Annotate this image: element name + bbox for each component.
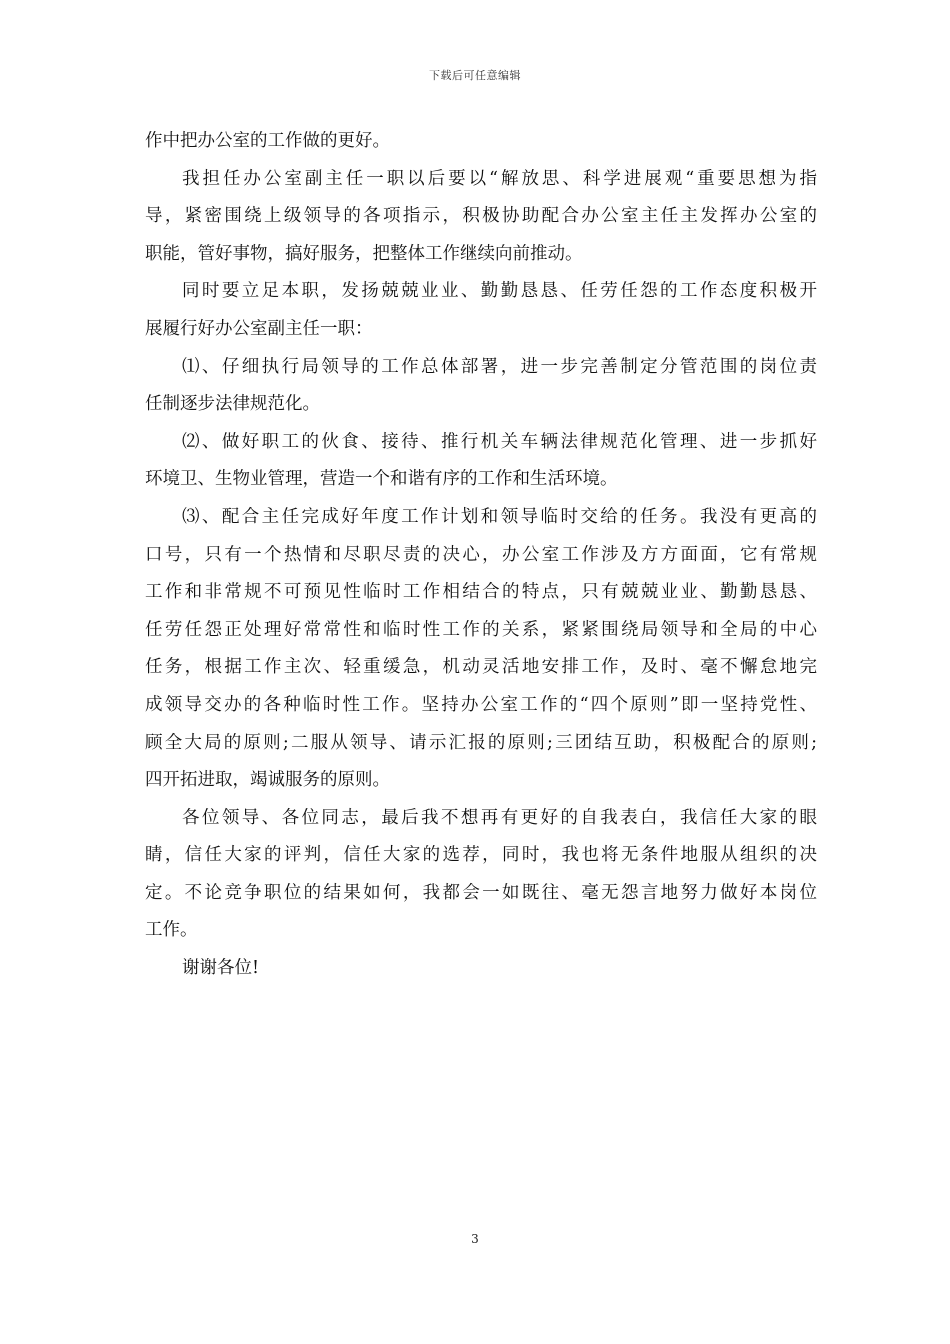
body-line: 四开拓进取，竭诚服务的原则。	[145, 770, 390, 791]
body-line: 任制逐步法律规范化。	[145, 394, 320, 415]
paragraph-first-line: 各位领导、各位同志，最后我不想再有更好的自我表白，我信任大家的眼	[182, 807, 817, 828]
body-line: 定。不论竞争职位的结果如何，我都会一如既往、毫无怨言地努力做好本岗位	[145, 882, 817, 903]
body-line: 职能，管好事物，搞好服务，把整体工作继续向前推动。	[145, 243, 583, 264]
body-line: 工作。	[145, 920, 198, 941]
document-body	[145, 123, 817, 988]
body-line: 展履行好办公室副主任一职：	[145, 318, 373, 339]
body-line: 口号，只有一个热情和尽职尽责的决心，办公室工作涉及方方面面，它有常规	[145, 544, 817, 565]
body-line: 作中把办公室的工作做的更好。	[145, 131, 390, 151]
body-line: 顾全大局的原则;二服从领导、请示汇报的原则;三团结互助，积极配合的原则;	[145, 732, 817, 753]
body-line: 成领导交办的各种临时性工作。坚持办公室工作的“四个原则”即一坚持党性、	[145, 694, 817, 715]
body-line: 环境卫、生物业管理，营造一个和谐有序的工作和生活环境。	[145, 469, 618, 490]
body-line: 睛，信任大家的评判，信任大家的选荐，同时，我也将无条件地服从组织的决	[145, 845, 817, 866]
header-note: 下载后可任意编辑	[429, 69, 521, 82]
body-line: 工作和非常规不可预见性临时工作相结合的特点，只有兢兢业业、勤勤恳恳、	[145, 582, 817, 603]
paragraph-first-line: 同时要立足本职，发扬兢兢业业、勤勤恳恳、任劳任怨的工作态度积极开	[182, 281, 817, 302]
body-line: 任务，根据工作主次、轻重缓急，机动灵活地安排工作，及时、毫不懈怠地完	[145, 657, 817, 678]
list-item-3: ⑶、配合主任完成好年度工作计划和领导临时交给的任务。我没有更高的	[182, 506, 817, 527]
list-item-1: ⑴、仔细执行局领导的工作总体部署，进一步完善制定分管范围的岗位责	[182, 356, 817, 377]
closing-line: 谢谢各位!	[182, 958, 260, 979]
page-number: 3	[471, 1232, 479, 1246]
body-line: 导，紧密围绕上级领导的各项指示，积极协助配合办公室主任主发挥办公室的	[145, 206, 817, 227]
list-item-2: ⑵、做好职工的伙食、接待、推行机关车辆法律规范化管理、进一步抓好	[182, 431, 817, 452]
body-line: 任劳任怨正处理好常常性和临时性工作的关系，紧紧围绕局领导和全局的中心	[145, 619, 817, 640]
paragraph-first-line: 我担任办公室副主任一职以后要以“解放思、科学进展观“重要思想为指	[182, 168, 817, 189]
